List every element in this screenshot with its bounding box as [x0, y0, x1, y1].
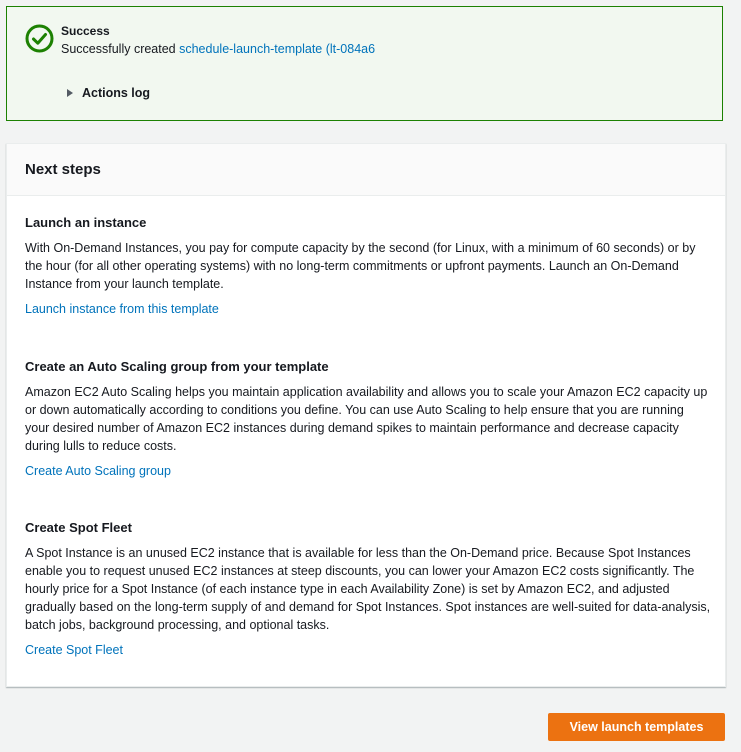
next-steps-title: Next steps [7, 144, 725, 196]
launch-instance-link[interactable]: Launch instance from this template [25, 302, 219, 316]
caret-right-icon [67, 89, 73, 97]
create-auto-scaling-group-link[interactable]: Create Auto Scaling group [25, 464, 171, 478]
section-body: With On-Demand Instances, you pay for compute capacity by the second (for Linux, with a minimum of 60 seconds) or by the hour (for all other operating systems) with no long-term commitments or upfront payments. Launch an On-Demand Instance from your launch template. [25, 241, 696, 291]
success-flash [6, 6, 723, 121]
flash-message [61, 42, 375, 56]
section-launch-instance [25, 214, 711, 318]
actions-log-label: Actions log [82, 86, 151, 100]
section-spot-fleet [25, 519, 711, 659]
section-body: Amazon EC2 Auto Scaling helps you maintain application availability and allows you to scale your Amazon EC2 capacity up or down automatically according to conditions you define. You can use Auto Scaling to help ensure that you are running your desired number of Amazon EC2 instances during demand spikes to maintain performance and decrease capacity during lulls to reduce costs. [25, 385, 708, 453]
view-launch-templates-button[interactable]: View launch templates [548, 713, 725, 741]
create-spot-fleet-link[interactable]: Create Spot Fleet [25, 643, 123, 657]
section-auto-scaling [25, 358, 711, 480]
flash-title: Success [61, 24, 110, 38]
launch-template-link[interactable]: schedule-launch-template (lt-084a6 [179, 42, 376, 56]
actions-log-toggle[interactable] [67, 86, 150, 100]
section-heading: Launch an instance [25, 215, 147, 230]
success-check-icon [25, 24, 54, 53]
section-body: A Spot Instance is an unused EC2 instance that is available for less than the On-Demand price. Because Spot Instances enable you to request unused EC2 instances at steep discounts, you can lower your Amazon EC2 costs significantly. The hourly price for a Spot Instance (of each instance type in each Availability Zone) is set by Amazon EC2, and adjusted gradually based on the long-term supply of and demand for Spot Instances. Spot instances are well-suited for data-analysis, batch jobs, background processing, and optional tasks. [25, 546, 711, 632]
flash-message-prefix: Successfully created [61, 42, 180, 56]
section-heading: Create an Auto Scaling group from your template [25, 359, 329, 374]
next-steps-panel [6, 143, 726, 687]
section-heading: Create Spot Fleet [25, 520, 132, 535]
